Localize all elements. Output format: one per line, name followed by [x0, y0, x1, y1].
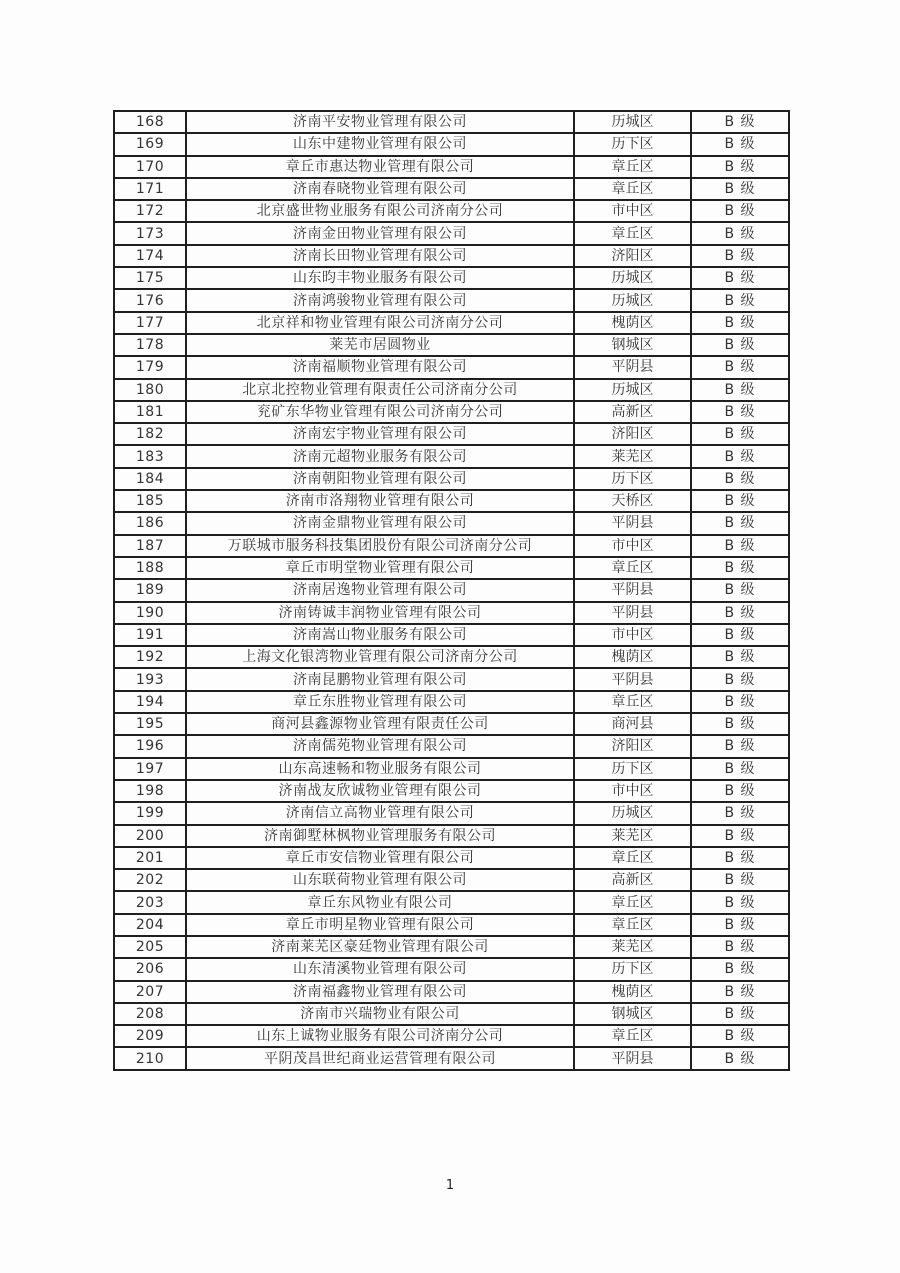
row-number-cell: 205: [114, 936, 186, 958]
grade-cell: B 级: [691, 713, 789, 735]
district-cell: 章丘区: [574, 178, 691, 200]
grade-cell: B 级: [691, 111, 789, 133]
grade-cell: B 级: [691, 245, 789, 267]
company-name-cell: 济南朝阳物业管理有限公司: [186, 468, 574, 490]
district-cell: 历城区: [574, 289, 691, 311]
grade-cell: B 级: [691, 133, 789, 155]
row-number-cell: 172: [114, 200, 186, 222]
district-cell: 章丘区: [574, 156, 691, 178]
grade-cell: B 级: [691, 847, 789, 869]
district-cell: 济阳区: [574, 423, 691, 445]
grade-cell: B 级: [691, 512, 789, 534]
table-row: [114, 111, 789, 133]
grade-cell: B 级: [691, 579, 789, 601]
company-name-cell: 济南市洛翔物业管理有限公司: [186, 490, 574, 512]
row-number-cell: 195: [114, 713, 186, 735]
row-number-cell: 179: [114, 356, 186, 378]
district-cell: 平阴县: [574, 602, 691, 624]
company-rating-table: [113, 110, 790, 1071]
company-name-cell: 济南信立高物业管理有限公司: [186, 802, 574, 824]
district-cell: 历城区: [574, 802, 691, 824]
grade-cell: B 级: [691, 602, 789, 624]
district-cell: 市中区: [574, 200, 691, 222]
row-number-cell: 194: [114, 691, 186, 713]
table-row: [114, 758, 789, 780]
district-cell: 平阴县: [574, 1047, 691, 1069]
table-row: [114, 222, 789, 244]
district-cell: 章丘区: [574, 222, 691, 244]
row-number-cell: 174: [114, 245, 186, 267]
district-cell: 市中区: [574, 535, 691, 557]
table-row: [114, 668, 789, 690]
district-cell: 历下区: [574, 133, 691, 155]
grade-cell: B 级: [691, 1025, 789, 1047]
page-number: 1: [445, 1178, 455, 1193]
district-cell: 商河县: [574, 713, 691, 735]
table-row: [114, 713, 789, 735]
row-number-cell: 169: [114, 133, 186, 155]
table-row: [114, 981, 789, 1003]
table-row: [114, 535, 789, 557]
grade-cell: B 级: [691, 334, 789, 356]
table-row: [114, 869, 789, 891]
company-name-cell: 莱芜市居圆物业: [186, 334, 574, 356]
district-cell: 历下区: [574, 958, 691, 980]
company-name-cell: 济南嵩山物业服务有限公司: [186, 624, 574, 646]
table-row: [114, 178, 789, 200]
grade-cell: B 级: [691, 401, 789, 423]
table-row: [114, 847, 789, 869]
row-number-cell: 199: [114, 802, 186, 824]
district-cell: 章丘区: [574, 691, 691, 713]
district-cell: 历下区: [574, 468, 691, 490]
row-number-cell: 183: [114, 445, 186, 467]
row-number-cell: 176: [114, 289, 186, 311]
row-number-cell: 175: [114, 267, 186, 289]
district-cell: 钢城区: [574, 1003, 691, 1025]
company-name-cell: 兖矿东华物业管理有限公司济南分公司: [186, 401, 574, 423]
grade-cell: B 级: [691, 981, 789, 1003]
company-name-cell: 章丘市明星物业管理有限公司: [186, 914, 574, 936]
table-row: [114, 423, 789, 445]
company-name-cell: 济南福顺物业管理有限公司: [186, 356, 574, 378]
company-name-cell: 济南平安物业管理有限公司: [186, 111, 574, 133]
table-row: [114, 735, 789, 757]
table-row: [114, 891, 789, 913]
grade-cell: B 级: [691, 1003, 789, 1025]
table-row: [114, 490, 789, 512]
grade-cell: B 级: [691, 535, 789, 557]
district-cell: 高新区: [574, 401, 691, 423]
grade-cell: B 级: [691, 222, 789, 244]
row-number-cell: 198: [114, 780, 186, 802]
company-name-cell: 北京盛世物业服务有限公司济南分公司: [186, 200, 574, 222]
grade-cell: B 级: [691, 356, 789, 378]
table-row: [114, 602, 789, 624]
company-name-cell: 济南铸诚丰润物业管理有限公司: [186, 602, 574, 624]
table-row: [114, 312, 789, 334]
table-row: [114, 646, 789, 668]
row-number-cell: 186: [114, 512, 186, 534]
company-name-cell: 济南金鼎物业管理有限公司: [186, 512, 574, 534]
grade-cell: B 级: [691, 267, 789, 289]
company-name-cell: 济南战友欣诚物业管理有限公司: [186, 780, 574, 802]
grade-cell: B 级: [691, 289, 789, 311]
row-number-cell: 210: [114, 1047, 186, 1069]
row-number-cell: 192: [114, 646, 186, 668]
row-number-cell: 203: [114, 891, 186, 913]
table-row: [114, 133, 789, 155]
district-cell: 平阴县: [574, 579, 691, 601]
district-cell: 章丘区: [574, 891, 691, 913]
district-cell: 槐荫区: [574, 312, 691, 334]
grade-cell: B 级: [691, 668, 789, 690]
table-row: [114, 691, 789, 713]
grade-cell: B 级: [691, 914, 789, 936]
company-name-cell: 济南福鑫物业管理有限公司: [186, 981, 574, 1003]
row-number-cell: 182: [114, 423, 186, 445]
grade-cell: B 级: [691, 691, 789, 713]
grade-cell: B 级: [691, 200, 789, 222]
company-name-cell: 章丘东风物业有限公司: [186, 891, 574, 913]
table-row: [114, 445, 789, 467]
company-name-cell: 济南儒苑物业管理有限公司: [186, 735, 574, 757]
company-name-cell: 山东昀丰物业服务有限公司: [186, 267, 574, 289]
grade-cell: B 级: [691, 156, 789, 178]
table-row: [114, 780, 789, 802]
table-row: [114, 512, 789, 534]
grade-cell: B 级: [691, 490, 789, 512]
company-name-cell: 万联城市服务科技集团股份有限公司济南分公司: [186, 535, 574, 557]
grade-cell: B 级: [691, 891, 789, 913]
company-name-cell: 济南莱芜区豪廷物业管理有限公司: [186, 936, 574, 958]
table-row: [114, 825, 789, 847]
table-row: [114, 356, 789, 378]
grade-cell: B 级: [691, 312, 789, 334]
table-row: [114, 1047, 789, 1069]
company-name-cell: 山东中建物业管理有限公司: [186, 133, 574, 155]
company-name-cell: 济南金田物业管理有限公司: [186, 222, 574, 244]
table-row: [114, 267, 789, 289]
company-name-cell: 济南长田物业管理有限公司: [186, 245, 574, 267]
district-cell: 钢城区: [574, 334, 691, 356]
district-cell: 章丘区: [574, 847, 691, 869]
district-cell: 济阳区: [574, 735, 691, 757]
grade-cell: B 级: [691, 758, 789, 780]
company-name-cell: 济南市兴瑞物业有限公司: [186, 1003, 574, 1025]
row-number-cell: 173: [114, 222, 186, 244]
row-number-cell: 193: [114, 668, 186, 690]
district-cell: 章丘区: [574, 914, 691, 936]
district-cell: 济阳区: [574, 245, 691, 267]
grade-cell: B 级: [691, 445, 789, 467]
district-cell: 莱芜区: [574, 936, 691, 958]
district-cell: 历城区: [574, 379, 691, 401]
row-number-cell: 201: [114, 847, 186, 869]
grade-cell: B 级: [691, 557, 789, 579]
row-number-cell: 196: [114, 735, 186, 757]
company-name-cell: 济南鸿骏物业管理有限公司: [186, 289, 574, 311]
row-number-cell: 185: [114, 490, 186, 512]
grade-cell: B 级: [691, 802, 789, 824]
district-cell: 莱芜区: [574, 445, 691, 467]
row-number-cell: 168: [114, 111, 186, 133]
row-number-cell: 197: [114, 758, 186, 780]
row-number-cell: 191: [114, 624, 186, 646]
row-number-cell: 189: [114, 579, 186, 601]
company-name-cell: 北京北控物业管理有限责任公司济南分公司: [186, 379, 574, 401]
row-number-cell: 204: [114, 914, 186, 936]
grade-cell: B 级: [691, 468, 789, 490]
table-row: [114, 200, 789, 222]
district-cell: 高新区: [574, 869, 691, 891]
table-row: [114, 401, 789, 423]
grade-cell: B 级: [691, 780, 789, 802]
grade-cell: B 级: [691, 178, 789, 200]
company-name-cell: 济南御墅林枫物业管理服务有限公司: [186, 825, 574, 847]
district-cell: 章丘区: [574, 1025, 691, 1047]
row-number-cell: 200: [114, 825, 186, 847]
table-row: [114, 245, 789, 267]
row-number-cell: 187: [114, 535, 186, 557]
company-name-cell: 济南昆鹏物业管理有限公司: [186, 668, 574, 690]
company-name-cell: 平阴茂昌世纪商业运营管理有限公司: [186, 1047, 574, 1069]
company-name-cell: 山东上诚物业服务有限公司济南分公司: [186, 1025, 574, 1047]
district-cell: 章丘区: [574, 557, 691, 579]
table-row: [114, 289, 789, 311]
row-number-cell: 178: [114, 334, 186, 356]
grade-cell: B 级: [691, 1047, 789, 1069]
grade-cell: B 级: [691, 423, 789, 445]
table-row: [114, 958, 789, 980]
row-number-cell: 180: [114, 379, 186, 401]
district-cell: 天桥区: [574, 490, 691, 512]
row-number-cell: 209: [114, 1025, 186, 1047]
company-name-cell: 济南春晓物业管理有限公司: [186, 178, 574, 200]
company-name-cell: 章丘东胜物业管理有限公司: [186, 691, 574, 713]
grade-cell: B 级: [691, 869, 789, 891]
row-number-cell: 171: [114, 178, 186, 200]
company-name-cell: 上海文化银湾物业管理有限公司济南分公司: [186, 646, 574, 668]
table-row: [114, 156, 789, 178]
table-row: [114, 557, 789, 579]
company-name-cell: 山东联荷物业管理有限公司: [186, 869, 574, 891]
row-number-cell: 208: [114, 1003, 186, 1025]
table-row: [114, 914, 789, 936]
table-row: [114, 579, 789, 601]
district-cell: 历下区: [574, 758, 691, 780]
row-number-cell: 206: [114, 958, 186, 980]
grade-cell: B 级: [691, 735, 789, 757]
row-number-cell: 177: [114, 312, 186, 334]
district-cell: 市中区: [574, 780, 691, 802]
table-row: [114, 334, 789, 356]
table-row: [114, 379, 789, 401]
table-row: [114, 624, 789, 646]
table-row: [114, 468, 789, 490]
company-name-cell: 济南居逸物业管理有限公司: [186, 579, 574, 601]
district-cell: 平阴县: [574, 512, 691, 534]
row-number-cell: 207: [114, 981, 186, 1003]
row-number-cell: 170: [114, 156, 186, 178]
row-number-cell: 188: [114, 557, 186, 579]
company-name-cell: 济南元超物业服务有限公司: [186, 445, 574, 467]
company-name-cell: 山东高速畅和物业服务有限公司: [186, 758, 574, 780]
company-name-cell: 北京祥和物业管理有限公司济南分公司: [186, 312, 574, 334]
company-name-cell: 章丘市明堂物业管理有限公司: [186, 557, 574, 579]
company-name-cell: 章丘市安信物业管理有限公司: [186, 847, 574, 869]
row-number-cell: 202: [114, 869, 186, 891]
company-name-cell: 山东清溪物业管理有限公司: [186, 958, 574, 980]
district-cell: 莱芜区: [574, 825, 691, 847]
row-number-cell: 184: [114, 468, 186, 490]
district-cell: 历城区: [574, 267, 691, 289]
company-name-cell: 章丘市惠达物业管理有限公司: [186, 156, 574, 178]
table-row: [114, 1025, 789, 1047]
district-cell: 市中区: [574, 624, 691, 646]
table-row: [114, 936, 789, 958]
grade-cell: B 级: [691, 936, 789, 958]
row-number-cell: 181: [114, 401, 186, 423]
company-name-cell: 商河县鑫源物业管理有限责任公司: [186, 713, 574, 735]
grade-cell: B 级: [691, 379, 789, 401]
district-cell: 平阴县: [574, 356, 691, 378]
row-number-cell: 190: [114, 602, 186, 624]
grade-cell: B 级: [691, 646, 789, 668]
district-cell: 槐荫区: [574, 981, 691, 1003]
company-name-cell: 济南宏宇物业管理有限公司: [186, 423, 574, 445]
grade-cell: B 级: [691, 958, 789, 980]
grade-cell: B 级: [691, 624, 789, 646]
district-cell: 历城区: [574, 111, 691, 133]
district-cell: 槐荫区: [574, 646, 691, 668]
table-row: [114, 1003, 789, 1025]
table-row: [114, 802, 789, 824]
district-cell: 平阴县: [574, 668, 691, 690]
grade-cell: B 级: [691, 825, 789, 847]
